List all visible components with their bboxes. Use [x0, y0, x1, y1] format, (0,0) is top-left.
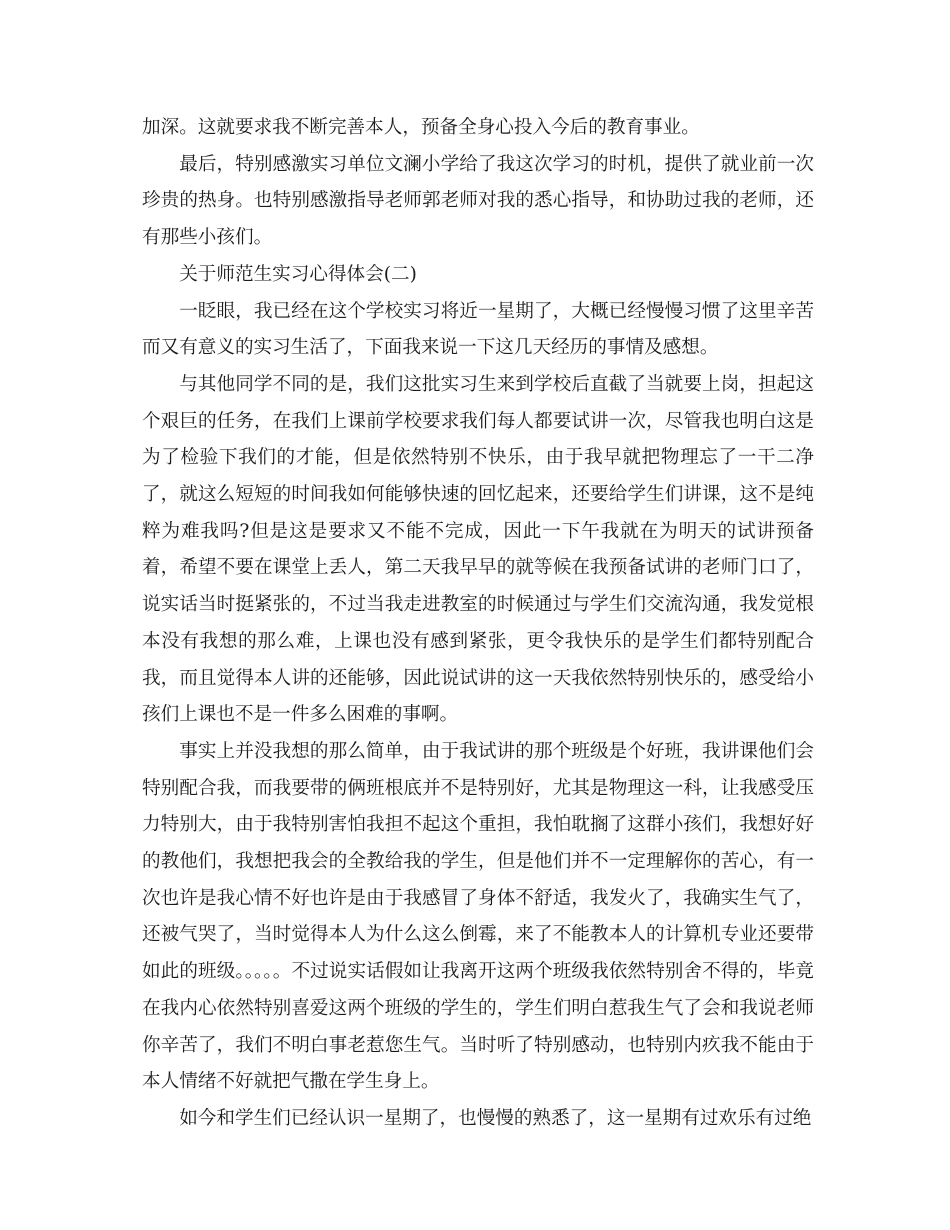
paragraph: 加深。这就要求我不断完善本人，预备全身心投入今后的教育事业。	[142, 117, 700, 138]
paragraph: 如今和学生们已经认识一星期了，也慢慢的熟悉了，这一星期有过欢乐有过绝	[179, 1107, 812, 1129]
paragraph: 最后，特别感激实习单位文澜小学给了我这次学习的时机，提供了就业前一次珍贵的热身。也特别感激指导老师郭老师对我的悉心指导，和协助过我的老师，还有那些小孩们。	[142, 153, 814, 249]
section-heading: 关于师范生实习心得体会(二)	[179, 263, 417, 285]
document-body	[142, 110, 814, 1138]
paragraph: 一眨眼，我已经在这个学校实习将近一星期了，大概已经慢慢习惯了这里辛苦而又有意义的实习生活了，下面我来说一下这几天经历的事情及感想。	[142, 300, 814, 359]
paragraph: 事实上并没我想的那么简单，由于我试讲的那个班级是个好班，我讲课他们会特别配合我，而我要带的俩班根底并不是特别好，尤其是物理这一科，让我感受压力特别大，由于我特别害怕我担不起这个重担，我怕耽搁了这群小孩们，我想好好的教他们，我想把我会的全教给我的学生，但是他们并不一定理解你的苦心，有一次也许是我心情不好也许是由于我感冒了身体不舒适，我发火了，我确实生气了，还被气哭了，当时觉得本人为什么这么倒霉，来了不能教本人的计算机专业还要带如此的班级。。。。。不过说实话假如让我离开这两个班级我依然特别舍不得的，毕竟在我内心依然特别喜爱这两个班级的学生的，学生们明白惹我生气了会和我说老师你辛苦了，我们不明白事老惹您生气。当时听了特别感动，也特别内疚我不能由于本人情绪不好就把气撒在学生身上。	[142, 740, 814, 1093]
paragraph: 与其他同学不同的是，我们这批实习生来到学校后直截了当就要上岗，担起这个艰巨的任务，在我们上课前学校要求我们每人都要试讲一次，尽管我也明白这是为了检验下我们的才能，但是依然特别不快乐，由于我早就把物理忘了一干二净了，就这么短短的时间我如何能够快速的回忆起来，还要给学生们讲课，这不是纯粹为难我吗?但是这是要求又不能不完成，因此一下午我就在为明天的试讲预备着，希望不要在课堂上丢人，第二天我早早的就等候在我预备试讲的老师门口了，说实话当时挺紧张的，不过当我走进教室的时候通过与学生们交流沟通，我发觉根本没有我想的那么难，上课也没有感到紧张，更令我快乐的是学生们都特别配合我，而且觉得本人讲的还能够，因此说试讲的这一天我依然特别快乐的，感受给小孩们上课也不是一件多么困难的事啊。	[142, 373, 814, 726]
